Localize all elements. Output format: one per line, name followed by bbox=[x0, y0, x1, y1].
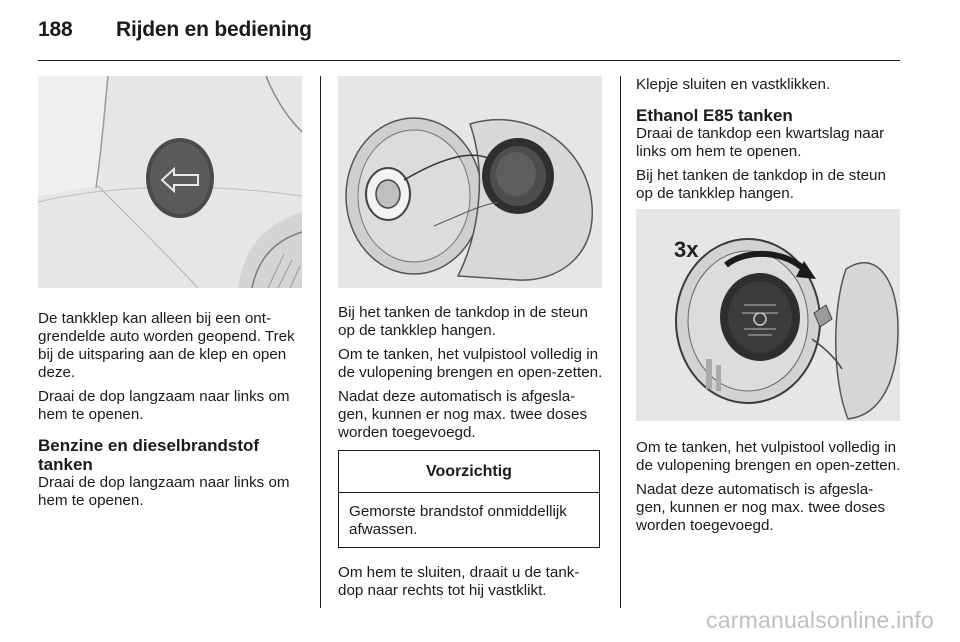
paragraph: Om hem te sluiten, draait u de tank-dop naar rechts tot hij vastklikt. bbox=[338, 564, 580, 600]
paragraph: Draai de tankdop een kwartslag naar links om hem te openen. bbox=[636, 125, 885, 160]
caution-box bbox=[338, 450, 600, 548]
fuel-flap-arrow-left-icon bbox=[38, 76, 302, 288]
column-divider bbox=[320, 76, 321, 608]
column-divider bbox=[620, 76, 621, 608]
column-2 bbox=[338, 76, 604, 606]
paragraph: Draai de dop langzaam naar links om hem te openen. bbox=[38, 388, 290, 423]
watermark: carmanualsonline.info bbox=[706, 607, 934, 633]
column-3 bbox=[636, 76, 902, 541]
section-heading: Ethanol E85 tanken bbox=[636, 106, 793, 125]
fuel-cap-in-holder-icon bbox=[338, 76, 602, 288]
page-title: Rijden en bediening bbox=[116, 18, 312, 41]
header-rule bbox=[38, 60, 900, 61]
e85-cap-figure bbox=[636, 209, 900, 421]
paragraph: Nadat deze automatisch is afgesla-gen, kunnen er nog max. twee doses worden toegevoegd. bbox=[636, 481, 886, 534]
fuel-cap-figure bbox=[338, 76, 602, 288]
paragraph: Om te tanken, het vulpistool volledig in de vulopening brengen en open-zetten. bbox=[338, 346, 603, 381]
column-1 bbox=[38, 76, 304, 516]
caution-text: Gemorste brandstof onmiddellijk afwassen. bbox=[349, 503, 567, 539]
fuel-flap-figure bbox=[38, 76, 302, 288]
paragraph: Om te tanken, het vulpistool volledig in de vulopening brengen en open-zetten. bbox=[636, 439, 901, 474]
turn-count-label: 3x bbox=[674, 237, 699, 262]
paragraph: Draai de dop langzaam naar links om hem te openen. bbox=[38, 474, 290, 509]
paragraph: De tankklep kan alleen bij een ont-grendelde auto worden geopend. Trek bij de uitsparing aan de klep en open deze. bbox=[38, 310, 295, 381]
page-number: 188 bbox=[38, 18, 73, 41]
paragraph: Bij het tanken de tankdop in de steun op de tankklep hangen. bbox=[338, 304, 588, 339]
caution-title: Voorzichtig bbox=[426, 463, 512, 480]
page-header bbox=[38, 18, 312, 42]
paragraph: Bij het tanken de tankdop in de steun op de tankklep hangen. bbox=[636, 167, 886, 202]
section-heading: Benzine en dieselbrandstof tanken bbox=[38, 436, 260, 474]
e85-fuel-cap-icon bbox=[636, 209, 900, 421]
paragraph: Klepje sluiten en vastklikken. bbox=[636, 76, 831, 93]
paragraph: Nadat deze automatisch is afgesla-gen, kunnen er nog max. twee doses worden toegevoegd. bbox=[338, 388, 588, 441]
